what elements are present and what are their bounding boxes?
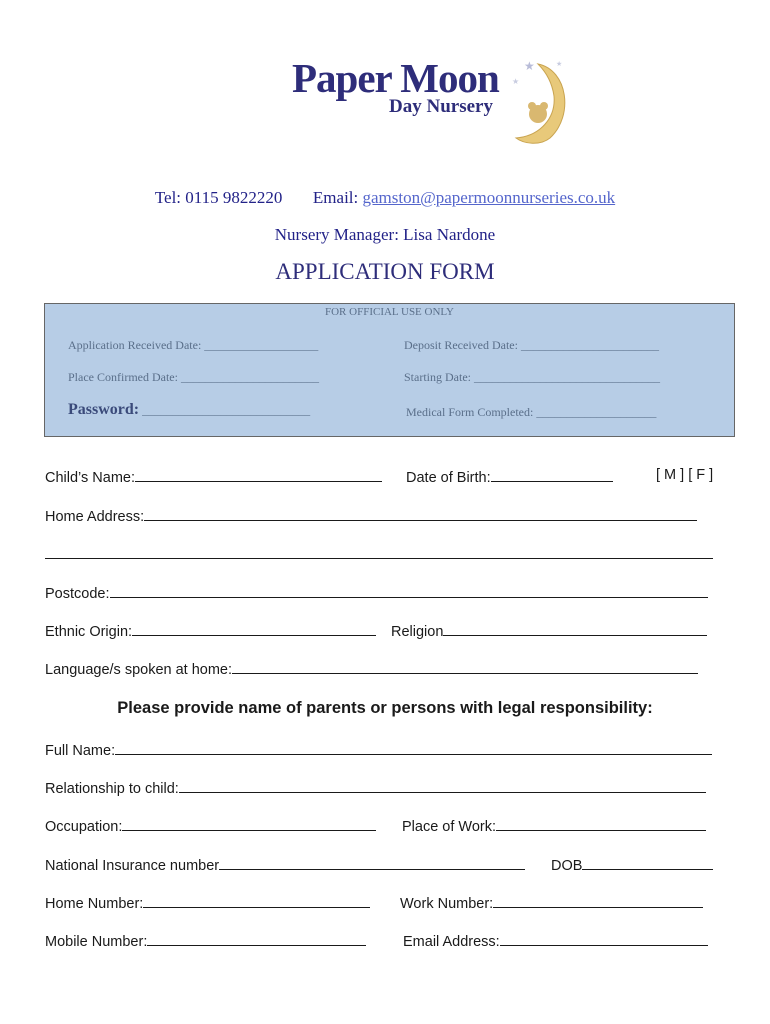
moon-icon (510, 56, 574, 148)
password-field[interactable]: Password: ____________________________ (68, 401, 311, 418)
place-confirmed-field[interactable]: Place Confirmed Date: _______________________ (68, 370, 319, 384)
manager-label: Nursery Manager: (274, 225, 399, 244)
home-number-field[interactable] (143, 893, 370, 908)
email-address-row (403, 931, 708, 950)
home-address-label: Home Address: (45, 509, 145, 525)
ethnic-origin-row (45, 621, 376, 640)
work-number-label: Work Number: (400, 896, 494, 912)
national-insurance-label: National Insurance number (45, 858, 220, 874)
mobile-number-label: Mobile Number: (45, 934, 148, 950)
nursery-logo (288, 52, 578, 152)
email-label: Email: (312, 188, 359, 207)
place-of-work-label: Place of Work: (402, 819, 497, 835)
work-number-field[interactable] (493, 893, 703, 908)
relationship-label: Relationship to child: (45, 781, 179, 797)
language-field[interactable] (232, 659, 698, 674)
home-number-label: Home Number: (45, 896, 144, 912)
home-address-field-2[interactable] (45, 544, 713, 559)
postcode-label: Postcode: (45, 586, 110, 602)
postcode-field[interactable] (110, 583, 708, 598)
relationship-row (45, 778, 706, 797)
parent-dob-label: DOB (551, 858, 583, 874)
religion-field[interactable] (443, 621, 707, 636)
parents-heading: Please provide name of parents or persons with legal responsibility: (117, 699, 653, 717)
occupation-row (45, 816, 376, 835)
manager-name: Lisa Nardone (403, 225, 496, 244)
svg-text:★: ★ (524, 59, 535, 73)
child-name-field[interactable] (135, 467, 382, 482)
home-number-row (45, 893, 370, 912)
form-title: APPLICATION FORM (275, 259, 495, 284)
logo-title: Paper Moon (292, 55, 499, 101)
logo-subtitle: Day Nursery (389, 96, 493, 117)
mobile-number-row (45, 931, 366, 950)
ethnic-origin-field[interactable] (132, 621, 376, 636)
application-received-field[interactable]: Application Received Date: ___________________ (68, 338, 319, 352)
parent-dob-row (551, 855, 713, 874)
relationship-field[interactable] (179, 778, 706, 793)
ethnic-origin-label: Ethnic Origin: (45, 624, 133, 640)
home-address-row (45, 506, 697, 525)
svg-text:★: ★ (512, 77, 520, 86)
email-address-label: Email Address: (403, 934, 500, 950)
contact-line (0, 188, 770, 208)
home-address-field[interactable] (144, 506, 697, 521)
child-dob-field[interactable] (491, 467, 613, 482)
full-name-label: Full Name: (45, 743, 116, 759)
work-number-row (400, 893, 703, 912)
full-name-field[interactable] (115, 740, 712, 755)
child-name-row (45, 467, 382, 486)
tel-value: 0115 9822220 (185, 188, 283, 207)
email-link[interactable]: gamston@papermoonnurseries.co.uk (362, 188, 616, 207)
medical-form-field[interactable]: Medical Form Completed: ____________________ (406, 405, 657, 419)
tel-label: Tel: (154, 188, 182, 207)
deposit-received-field[interactable]: Deposit Received Date: _______________________ (404, 338, 659, 352)
national-insurance-field[interactable] (219, 855, 525, 870)
religion-label: Religion (391, 624, 444, 640)
religion-row (391, 621, 707, 640)
language-label: Language/s spoken at home: (45, 662, 233, 678)
mobile-number-field[interactable] (147, 931, 366, 946)
official-heading: FOR OFFICIAL USE ONLY (325, 306, 454, 318)
occupation-label: Occupation: (45, 819, 123, 835)
child-dob-row (406, 467, 613, 486)
child-dob-label: Date of Birth: (406, 470, 491, 486)
starting-date-field[interactable]: Starting Date: _______________________________ (404, 370, 660, 384)
gender-options[interactable]: [ M ] [ F ] (656, 467, 714, 483)
manager-line (0, 225, 770, 245)
svg-text:★: ★ (556, 61, 563, 68)
language-row (45, 659, 698, 678)
national-insurance-row (45, 855, 525, 874)
place-of-work-row (402, 816, 706, 835)
parent-dob-field[interactable] (582, 855, 713, 870)
full-name-row (45, 740, 712, 759)
official-use-box (44, 303, 735, 437)
child-name-label: Child’s Name: (45, 470, 135, 486)
email-address-field[interactable] (500, 931, 708, 946)
postcode-row (45, 583, 708, 602)
place-of-work-field[interactable] (496, 816, 706, 831)
occupation-field[interactable] (122, 816, 376, 831)
home-address-row-2 (45, 544, 713, 563)
